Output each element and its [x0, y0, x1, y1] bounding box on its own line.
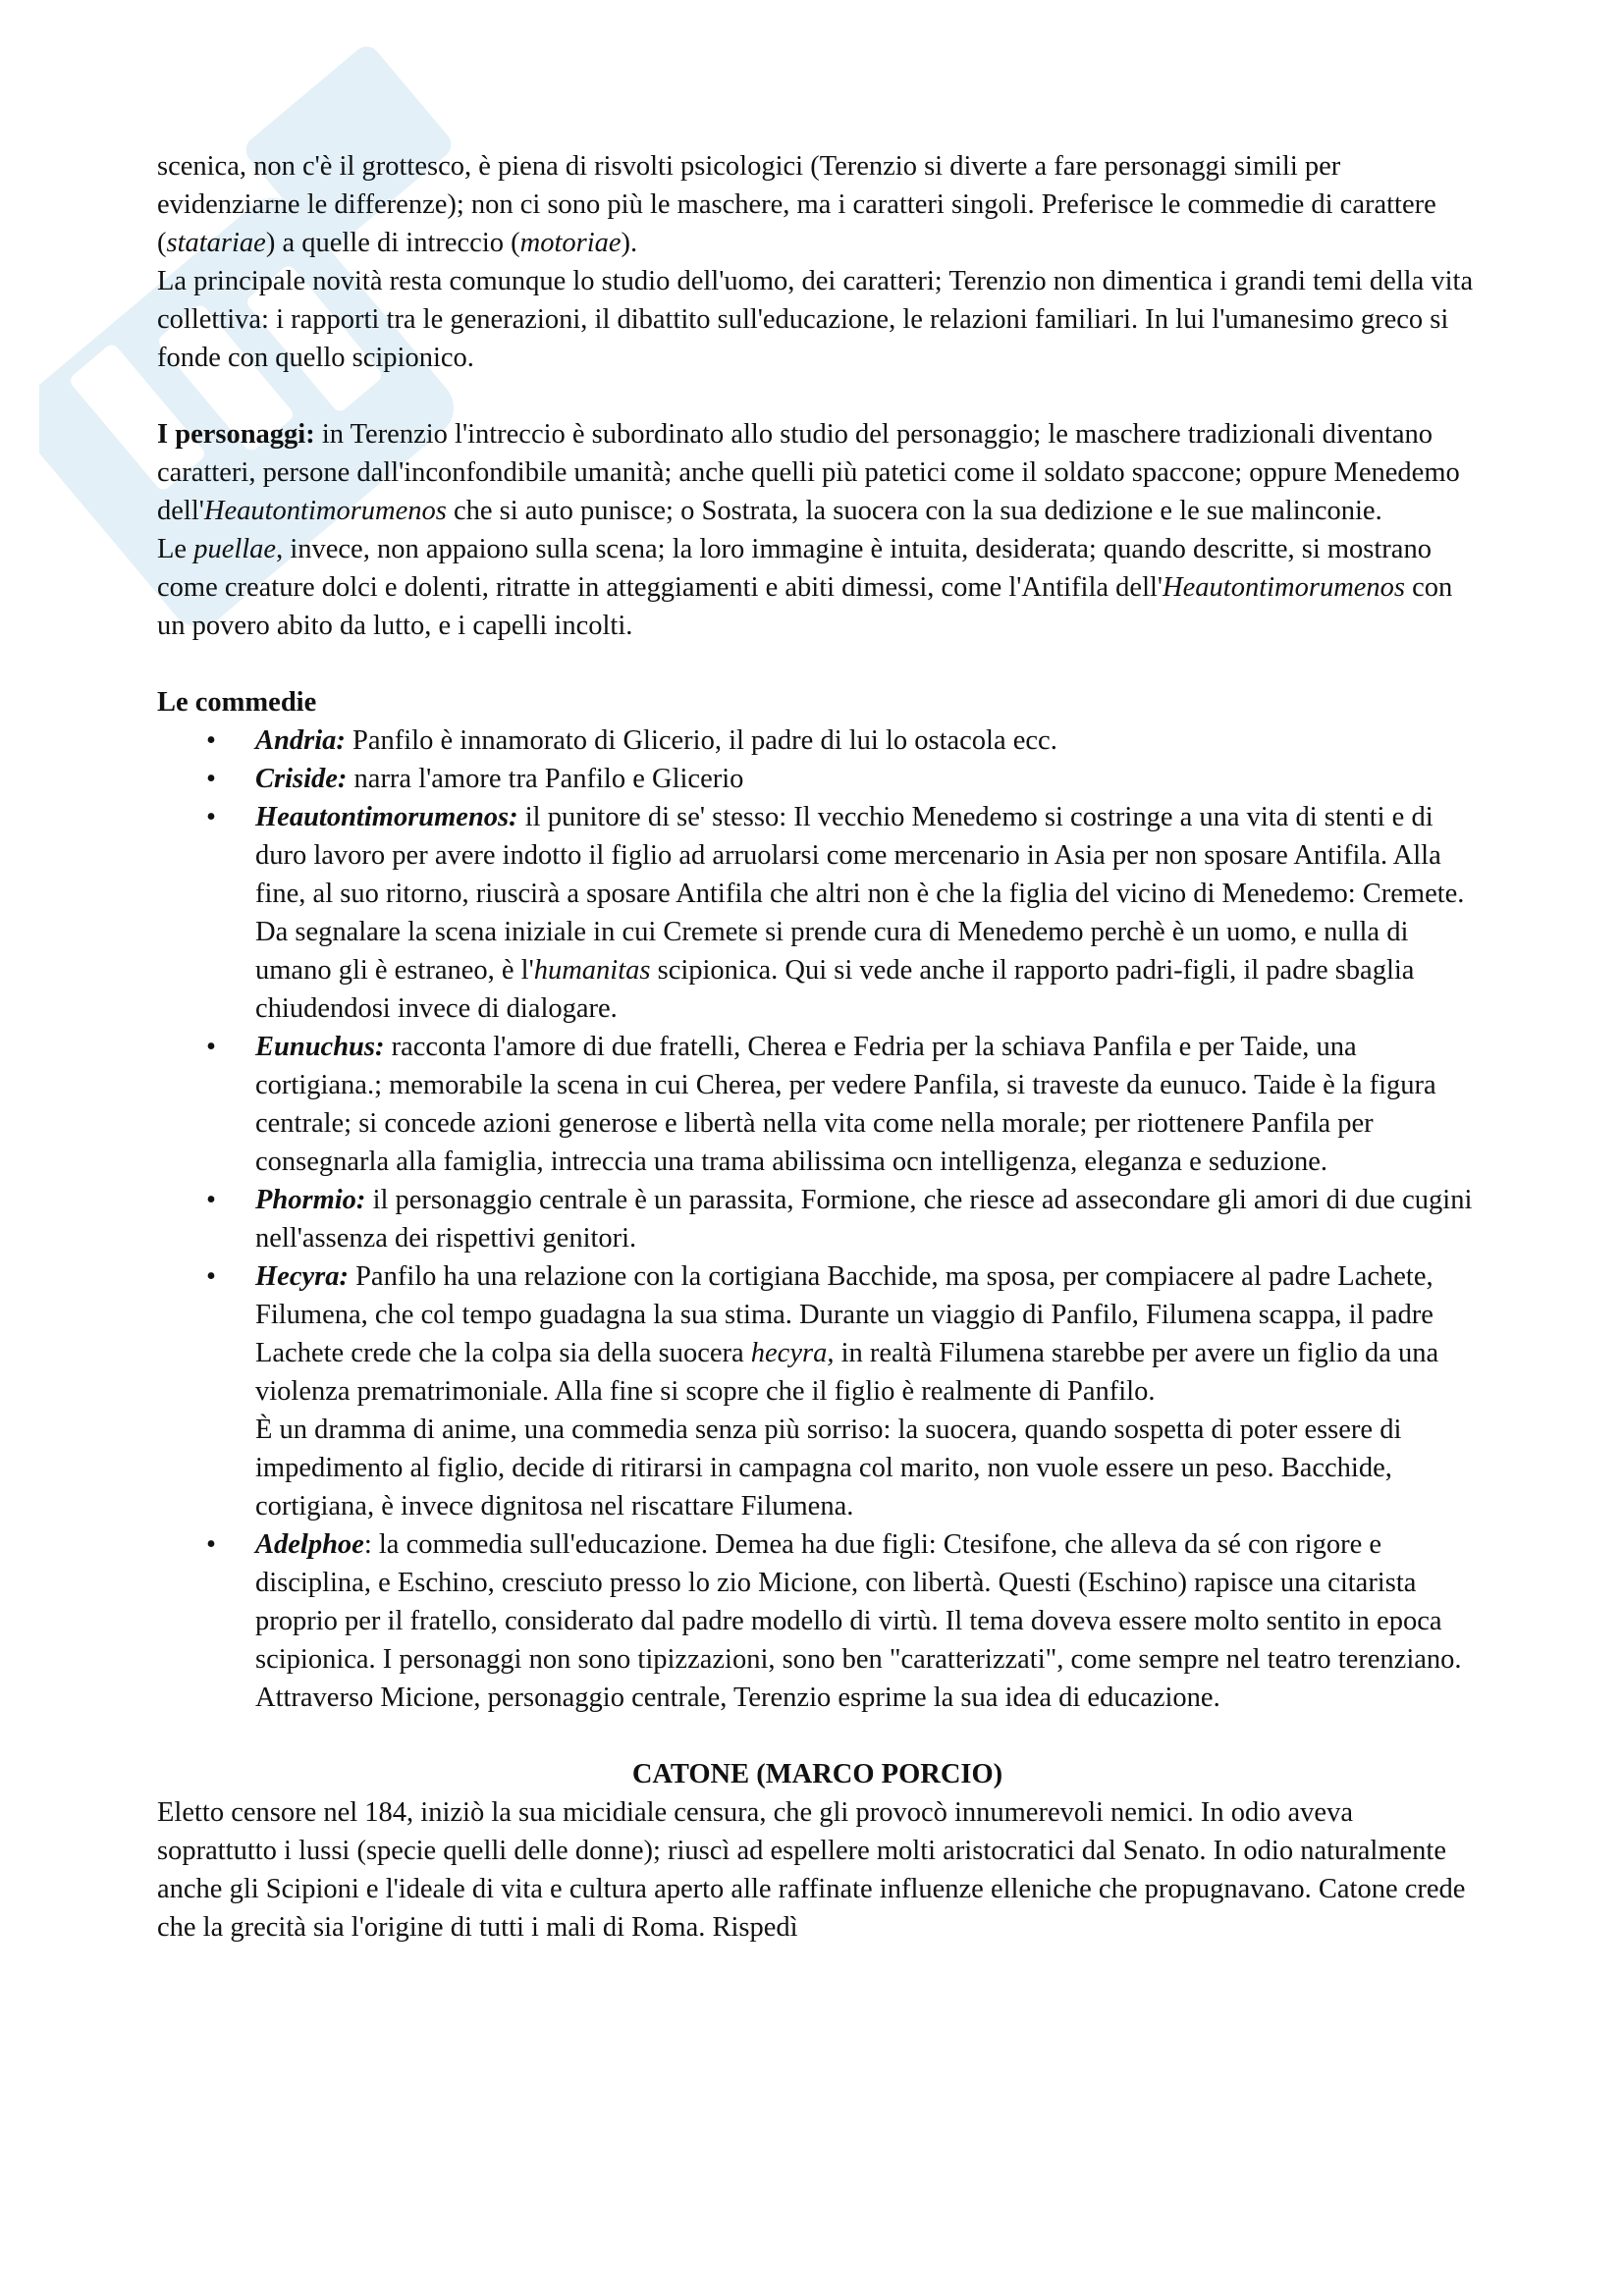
personaggi-paragraph-2: Le puellae, invece, non appaiono sulla scena; la loro immagine è intuita, desiderata; quando descritte, si mostrano come creature dolci e dolenti, ritratte in atteggiamenti e abiti dimessi, come l'Antifila dell'Heautontimorumenos con un povero abito da lutto, e i capelli incolti.	[157, 534, 1453, 641]
document-body	[157, 147, 1478, 1947]
list-item: • Andria: Panfilo è innamorato di Glicerio, il padre di lui lo ostacola ecc.	[255, 721, 1478, 760]
bullet-icon: •	[206, 764, 216, 794]
bullet-icon: •	[206, 725, 216, 756]
bullet-icon: •	[206, 1261, 216, 1292]
list-item: • Criside: narra l'amore tra Panfilo e Glicerio	[255, 760, 1478, 798]
intro-paragraph-2: La principale novità resta comunque lo studio dell'uomo, dei caratteri; Terenzio non dimentica i grandi temi della vita collettiva: i rapporti tra le generazioni, il dibattito sull'educazione, le relazioni familiari. In lui l'umanesimo greco si fonde con quello scipionico.	[157, 266, 1474, 373]
intro-paragraph-1: scenica, non c'è il grottesco, è piena di risvolti psicologici (Terenzio si diverte a fare personaggi simili per evidenziarne le differenze); non ci sono più le maschere, ma i caratteri singoli. Preferisce le commedie di carattere (statariae) a quelle di intreccio (motoriae).	[157, 151, 1436, 258]
comedy-title: Eunuchus:	[255, 1032, 385, 1062]
comedy-title: Criside:	[255, 764, 348, 794]
list-item: • Adelphoe: la commedia sull'educazione. Demea ha due figli: Ctesifone, che alleva da sé con rigore e disciplina, e Eschino, cresciuto presso lo zio Micione, con libertà. Questi (Eschino) rapisce una citarista proprio per il fratello, considerato dal padre modello di virtù. Il tema doveva essere molto sentito in epoca scipionica. I personaggi non sono tipizzazioni, sono ben "caratterizzati", come sempre nel teatro terenziano. Attraverso Micione, personaggio centrale, Terenzio esprime la sua idea di educazione.	[255, 1525, 1478, 1717]
catone-section-title: CATONE (MARCO PORCIO)	[631, 1759, 1003, 1789]
list-item: • Heautontimorumenos: il punitore di se' stesso: Il vecchio Menedemo si costringe a una vita di stenti e di duro lavoro per avere indotto il figlio ad arruolarsi come mercenario in Asia per non sposare Antifila. Alla fine, al suo ritorno, riuscirà a sposare Antifila che altri non è che la figlia del vicino di Menedemo: Cremete. Da segnalare la scena iniziale in cui Cremete si prende cura di Menedemo perchè è un uomo, e nulla di umano gli è estraneo, è l'humanitas scipionica. Qui si vede anche il rapporto padri-figli, il padre sbaglia chiudendosi invece di dialogare.	[255, 798, 1478, 1028]
personaggi-paragraph-1: I personaggi: in Terenzio l'intreccio è subordinato allo studio del personaggio; le maschere tradizionali diventano caratteri, persone dall'inconfondibile umanità; anche quelli più patetici come il soldato spaccone; oppure Menedemo dell'Heautontimorumenos che si auto punisce; o Sostrata, la suocera con la sua dedizione e le sue malinconie.	[157, 419, 1460, 526]
commedie-list	[157, 721, 1478, 1717]
list-item: • Eunuchus: racconta l'amore di due fratelli, Cherea e Fedria per la schiava Panfila e per Taide, una cortigiana.; memorabile la scena in cui Cherea, per vedere Panfila, si traveste da eunuco. Taide è la figura centrale; si concede azioni generose e libertà nella vita come nella morale; per riottenere Panfila per consegnarla alla famiglia, intreccia una trama abilissima ocn intelligenza, eleganza e seduzione.	[255, 1028, 1478, 1181]
catone-paragraph: Eletto censore nel 184, iniziò la sua micidiale censura, che gli provocò innumerevoli nemici. In odio aveva soprattutto i lussi (specie quelli delle donne); riuscì ad espellere molti aristocratici dal Senato. In odio naturalmente anche gli Scipioni e l'ideale di vita e cultura aperto alle raffinate influenze elleniche che propugnavano. Catone crede che la grecità sia l'origine di tutti i mali di Roma. Rispedì	[157, 1797, 1466, 1943]
comedy-title: Phormio:	[255, 1185, 366, 1215]
list-item: • Hecyra: Panfilo ha una relazione con la cortigiana Bacchide, ma sposa, per compiacere al padre Lachete, Filumena, che col tempo guadagna la sua stima. Durante un viaggio di Panfilo, Filumena scappa, il padre Lachete crede che la colpa sia della suocera hecyra, in realtà Filumena starebbe per avere un figlio da una violenza prematrimoniale. Alla fine si scopre che il figlio è realmente di Panfilo. È un dramma di animе, una commedia senza più sorriso: la suocera, quando sospetta di poter essere di impedimento al figlio, decide di ritirarsi in campagna col marito, non vuole essere un peso. Bacchide, cortigiana, è invece dignitosa nel riscattare Filumena.	[255, 1257, 1478, 1525]
comedy-title: Adelphoe	[255, 1529, 364, 1560]
comedy-title: Andria:	[255, 725, 346, 756]
commedie-heading: Le commedie	[157, 687, 317, 718]
comedy-title: Heautontimorumenos:	[255, 802, 518, 832]
bullet-icon: •	[206, 1032, 216, 1062]
bullet-icon: •	[206, 1529, 216, 1560]
bullet-icon: •	[206, 802, 216, 832]
personaggi-label: I personaggi:	[157, 419, 315, 450]
list-item: • Phormio: il personaggio centrale è un parassita, Formione, che riesce ad assecondare gli amori di due cugini nell'assenza dei rispettivi genitori.	[255, 1181, 1478, 1257]
bullet-icon: •	[206, 1185, 216, 1215]
comedy-title: Hecyra:	[255, 1261, 349, 1292]
